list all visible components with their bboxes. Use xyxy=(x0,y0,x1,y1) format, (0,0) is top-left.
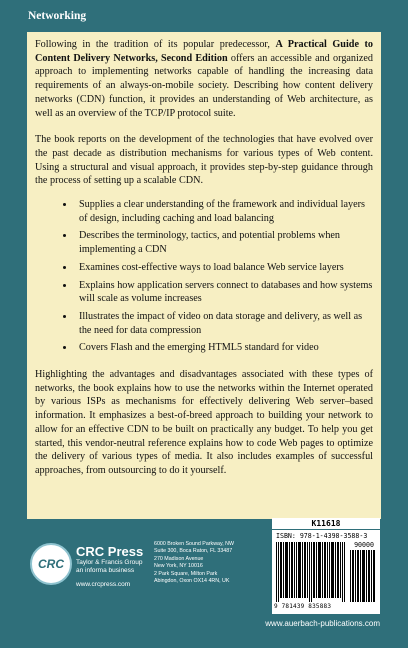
feature-item: • Describes the terminology, tactics, and potential problems when implementing a CDN xyxy=(75,229,373,256)
category-label: Networking xyxy=(28,10,87,22)
publisher-name: CRC Press xyxy=(76,544,144,559)
address-line: 2 Park Square, Milton Park xyxy=(154,571,218,578)
paragraph-2: The book reports on the development of the technologies that have evolved over the past decade as distribution mechanisms for various types of Web content. Using a structural and visual approach, it provides step-by-step guidance through the process of setting up a scalable CDN. xyxy=(35,134,373,187)
feature-item: • Covers Flash and the emerging HTML5 standard for video xyxy=(75,341,373,355)
cover-footer xyxy=(0,519,408,648)
publisher-group: Taylor & Francis Group xyxy=(76,559,143,566)
book-title: A Practical Guide to Content Delivery Networks, Second Edition xyxy=(35,39,373,64)
barcode-icon xyxy=(276,542,346,602)
address-line: Suite 300, Boca Raton, FL 33487 xyxy=(154,547,233,554)
isbn-barcode-block xyxy=(272,519,380,614)
publisher-brand xyxy=(76,545,143,589)
price-code: 90000 xyxy=(354,541,374,549)
address-line: New York, NY 10016 xyxy=(154,562,203,569)
address-line: Abingdon, Oxon OX14 4RN, UK xyxy=(154,577,230,584)
addon-barcode-icon xyxy=(350,550,376,602)
crc-logo-icon: CRC xyxy=(30,543,72,585)
address-line: 270 Madison Avenue xyxy=(154,556,204,563)
intro-lead: Following in the tradition of its popular predecessor, xyxy=(35,39,276,50)
intro-rest: offers an accessible and organized approach to implementing networks capable of handling the increasing data requirements of an always-on-mobile society. Describing how content delivery networks (CDN) function, it provides an understanding of Web architecture, as well as an overview of the TCP/IP protocol suite. xyxy=(35,52,373,119)
imprint-website[interactable]: www.auerbach-publications.com xyxy=(265,619,380,628)
isbn-number: ISBN: 978-1-4398-3588-3 xyxy=(276,532,368,540)
feature-item: • Supplies a clear understanding of the framework and individual layers of design, including caching and load balancing xyxy=(75,198,373,225)
publisher-tagline: an informa business xyxy=(76,567,135,574)
feature-item: • Illustrates the impact of video on data storage and delivery, as well as the need for data compression xyxy=(75,310,373,337)
publisher-url: www.crcpress.com xyxy=(76,581,131,588)
publisher-address xyxy=(154,541,264,585)
feature-list xyxy=(35,198,373,355)
description-panel xyxy=(27,32,381,519)
barcode-digits: 9 781439 835883 xyxy=(274,603,332,610)
feature-item: • Examines cost-effective ways to load balance Web service layers xyxy=(75,261,373,275)
intro-paragraph xyxy=(35,38,373,120)
paragraph-3: Highlighting the advantages and disadvantages associated with these types of networks, the book explains how to use the networks within the Internet operated by various ISPs as mechanisms for effectively delivering Web server–based information. It emphasizes a best-of-breed approach to building your network to allow for an effective CDN to be built on practically any budget. To help you get started, this vendor-neutral reference explains how to code Web pages to optimize the delivery of various types of media. It also includes examples of successful approaches, from outsourcing to do it yourself. xyxy=(35,369,373,476)
address-line: 6000 Broken Sound Parkway, NW xyxy=(154,541,234,547)
feature-item: • Explains how application servers connect to databases and how systems will scale as volume increases xyxy=(75,279,373,306)
product-code: K11618 xyxy=(272,518,380,529)
publisher-block xyxy=(30,539,260,609)
